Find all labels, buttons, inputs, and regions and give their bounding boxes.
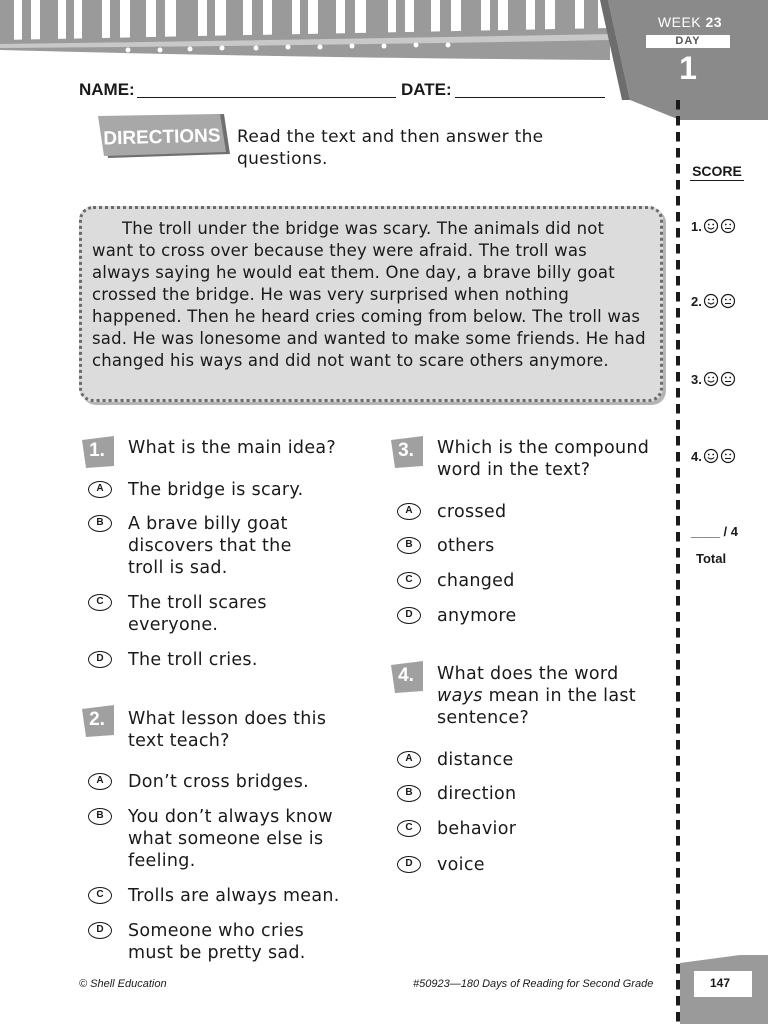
score-item-1: 1. xyxy=(691,218,736,234)
q1-option-a-text: The bridge is scary. xyxy=(128,480,304,500)
q4-option-c-bubble[interactable]: C xyxy=(397,820,421,837)
q2-option-c-bubble[interactable]: C xyxy=(88,887,112,904)
q1-option-d-bubble[interactable]: D xyxy=(88,651,112,668)
q1-option-c-text: The troll scares everyone. xyxy=(128,593,267,635)
q3-option-a-bubble[interactable]: A xyxy=(397,503,421,520)
question-4-text: What does the word ways mean in the last sentence? xyxy=(437,664,636,728)
directions-text: Read the text and then answer the questions. xyxy=(237,127,544,169)
q1-option-b-bubble[interactable]: B xyxy=(88,515,112,532)
question-1-text: What is the main idea? xyxy=(128,438,337,458)
question-3-number-badge: 3. xyxy=(389,436,425,468)
question-2-number-badge: 2. xyxy=(80,705,116,737)
question-1-number-badge: 1. xyxy=(80,436,116,468)
q3-option-b-bubble[interactable]: B xyxy=(397,537,421,554)
smiley-face-icon[interactable] xyxy=(703,218,719,234)
neutral-face-icon[interactable] xyxy=(720,371,736,387)
question-2-text: What lesson does this text teach? xyxy=(128,709,327,751)
smiley-face-icon[interactable] xyxy=(703,448,719,464)
score-item-4: 4. xyxy=(691,448,736,464)
q2-option-a-text: Don’t cross bridges. xyxy=(128,772,310,792)
footer-book-title: #50923—180 Days of Reading for Second Grade xyxy=(413,978,654,990)
smiley-face-icon[interactable] xyxy=(703,371,719,387)
name-label: NAME: xyxy=(79,80,135,99)
q3-option-c-bubble[interactable]: C xyxy=(397,572,421,589)
name-date-row xyxy=(79,80,135,100)
q4-option-a-bubble[interactable]: A xyxy=(397,751,421,768)
day-label: DAY xyxy=(646,35,730,48)
passage-text: The troll under the bridge was scary. The animals did not want to cross over because they were afraid. The troll was always saying he would eat them. One day, a brave billy goat crossed the bridge. He was very surprised when nothing happened. Then he heard cries coming from below. The troll was sad. He was lonesome and wanted to make some friends. He had changed his ways and did not want to scare others anymore. xyxy=(92,219,646,370)
week-label: WEEK 23 xyxy=(657,14,723,30)
q3-option-d-text: anymore xyxy=(437,606,517,626)
directions-badge-text: DIRECTIONS xyxy=(103,125,221,150)
neutral-face-icon[interactable] xyxy=(720,293,736,309)
question-3-text: Which is the compound word in the text? xyxy=(437,438,650,480)
name-field[interactable] xyxy=(137,97,396,98)
date-label: DATE: xyxy=(401,80,452,99)
directions-badge xyxy=(96,114,231,170)
q4-option-d-text: voice xyxy=(437,855,485,875)
score-column-divider xyxy=(676,100,680,1024)
q3-option-a-text: crossed xyxy=(437,502,507,522)
q4-option-c-text: behavior xyxy=(437,819,517,839)
q4-option-a-text: distance xyxy=(437,750,514,770)
q3-option-d-bubble[interactable]: D xyxy=(397,607,421,624)
q2-option-b-text: You don’t always know what someone else is feeling. xyxy=(128,807,333,871)
q4-option-b-text: direction xyxy=(437,784,517,804)
date-field[interactable] xyxy=(455,97,605,98)
q3-option-c-text: changed xyxy=(437,571,515,591)
score-title: SCORE xyxy=(690,163,744,181)
neutral-face-icon[interactable] xyxy=(720,218,736,234)
score-total-fraction[interactable]: ____ / 4 xyxy=(691,524,738,539)
q3-option-b-text: others xyxy=(437,536,495,556)
day-number: 1 xyxy=(679,50,697,86)
neutral-face-icon[interactable] xyxy=(720,448,736,464)
q4-option-d-bubble[interactable]: D xyxy=(397,856,421,873)
q2-option-c-text: Trolls are always mean. xyxy=(128,886,340,906)
score-item-3: 3. xyxy=(691,371,736,387)
smiley-face-icon[interactable] xyxy=(703,293,719,309)
q2-option-d-text: Someone who cries must be pretty sad. xyxy=(128,921,306,963)
q4-option-b-bubble[interactable]: B xyxy=(397,785,421,802)
q2-option-d-bubble[interactable]: D xyxy=(88,922,112,939)
q1-option-a-bubble[interactable]: A xyxy=(88,481,112,498)
page-number: 147 xyxy=(709,976,731,990)
q2-option-b-bubble[interactable]: B xyxy=(88,808,112,825)
q2-option-a-bubble[interactable]: A xyxy=(88,773,112,790)
score-total-label: Total xyxy=(696,551,727,566)
question-4-emphasis-word: ways xyxy=(437,686,483,706)
q1-option-c-bubble[interactable]: C xyxy=(88,594,112,611)
q1-option-d-text: The troll cries. xyxy=(128,650,258,670)
question-4-number-badge: 4. xyxy=(389,661,425,693)
q1-option-b-text: A brave billy goat discovers that the troll is sad. xyxy=(128,514,292,578)
reading-passage xyxy=(79,206,663,402)
score-item-2: 2. xyxy=(691,293,736,309)
footer-publisher: © Shell Education xyxy=(79,978,167,990)
